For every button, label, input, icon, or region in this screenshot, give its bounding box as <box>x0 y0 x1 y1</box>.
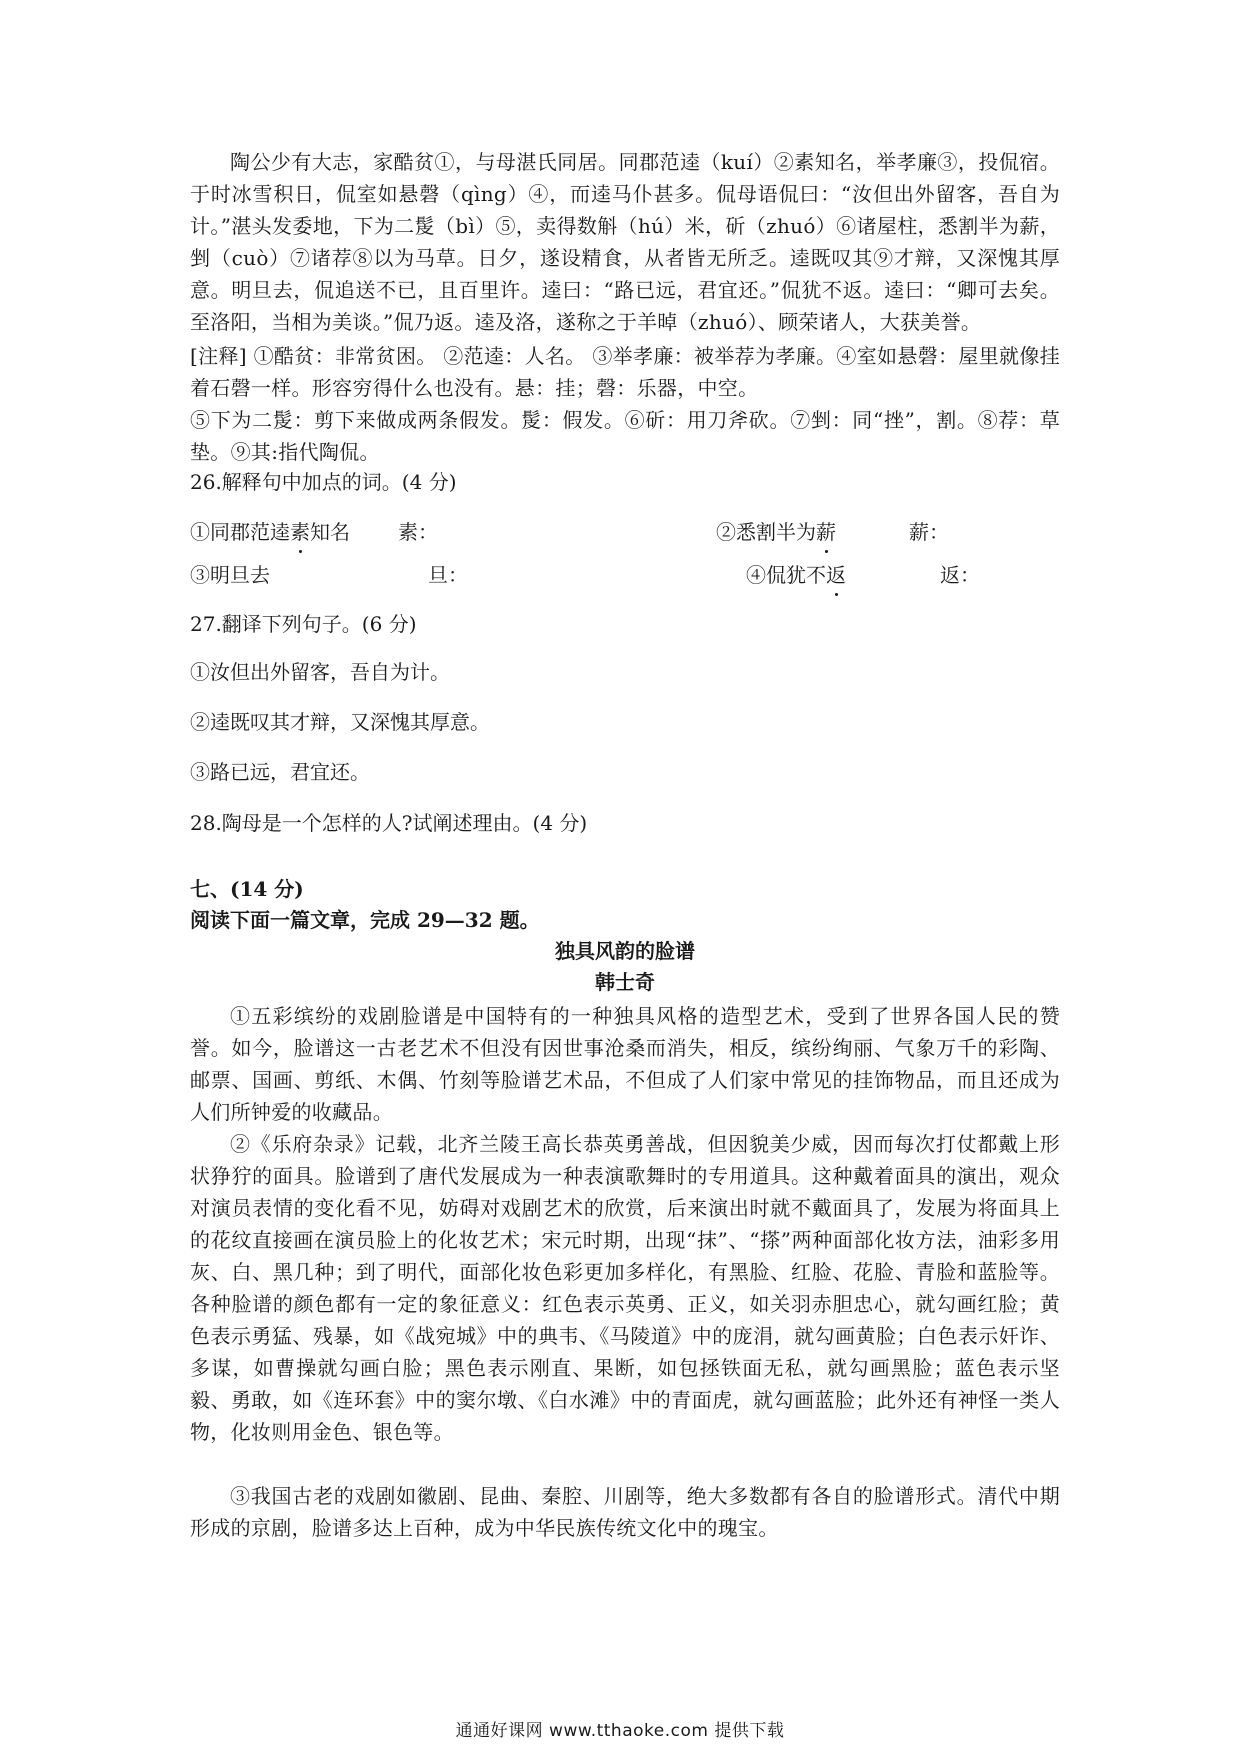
q26-item-4-dotted-word: 返 <box>826 560 846 590</box>
q26-item-1-dotted-word: 素 <box>290 517 310 547</box>
section-7-heading: 七、(14 分) <box>190 877 304 901</box>
q26-item-2-dotted-word: 薪 <box>816 517 836 547</box>
article-paragraph-2: ②《乐府杂录》记载，北齐兰陵王高长恭英勇善战，但因貌美少威，因而每次打仗都戴上形状狰狞的面具。脸谱到了唐代发展成为一种表演歌舞时的专用道具。这种戴着面具的演出，观众对演员表情的变化看不见，妨碍对戏剧艺术的欣赏，后来演出时就不戴面具了，发展为将面具上的花纹直接画在演员脸上的化妆艺术；宋元时期，出现“抹”、“搽”两种面部化妆方法，油彩多用灰、白、黑几种；到了明代，面部化妆色彩更加多样化，有黑脸、红脸、花脸、青脸和蓝脸等。各种脸谱的颜色都有一定的象征意义：红色表示英勇、正义，如关羽赤胆忠心，就勾画红脸；黄色表示勇猛、残暴，如《战宛城》中的典韦、《马陵道》中的庞涓，就勾画黄脸；白色表示奸诈、多谋，如曹操就勾画白脸；黑色表示刚直、果断，如包拯铁面无私，就勾画黑脸；蓝色表示坚毅、勇敢，如《连环套》中的窦尔墩、《白水滩》中的青面虎，就勾画蓝脸；此外还有神怪一类人物，化妆则用金色、银色等。 <box>190 1132 1060 1444</box>
section-7-instruction: 阅读下面一篇文章，完成 29—32 题。 <box>190 908 540 932</box>
q27-sentence-1: ①汝但出外留客，吾自为计。 <box>190 660 450 684</box>
q26-item-4-answer-label: 返： <box>940 563 980 587</box>
passage-notes-2: ⑤下为二髲：剪下来做成两条假发。髲：假发。⑥斫：用刀斧砍。⑦剉：同“挫”，割。⑧荐：草垫。⑨其:指代陶侃。 <box>190 408 1060 464</box>
q27-sentence-2: ②逵既叹其才辩，又深愧其厚意。 <box>190 710 490 734</box>
passage-notes-1: [注释] ①酷贫：非常贫困。 ②范逵：人名。 ③举孝廉：被举荐为孝廉。④室如悬磬：屋里就像挂着石磬一样。形容穷得什么也没有。悬：挂；磬：乐器，中空。 <box>190 344 1060 400</box>
classical-passage: 陶公少有大志，家酷贫①，与母湛氏同居。同郡范逵（kuí）②素知名，举孝廉③，投侃宿。于时冰雪积日，侃室如悬磬（qìng）④，而逵马仆甚多。侃母语侃曰：“汝但出外留客，吾自为计。”湛头发委地，下为二髲（bì）⑤，卖得数斛（hú）米，斫（zhuó）⑥诸屋柱，悉割半为薪，剉（cuò）⑦诸荐⑧以为马草。日夕，遂设精食，从者皆无所乏。逵既叹其⑨才辩，又深愧其厚意。明旦去，侃追送不已，且百里许。逵曰：“路已远，君宜还。”侃犹不返。逵曰：“卿可去矣。至洛阳，当相为美谈。”侃乃返。逵及洛，遂称之于羊晫（zhuó）、顾荣诸人，大获美誉。 <box>190 150 1060 334</box>
q26-item-1-answer-label: 素： <box>398 520 438 544</box>
q26-item-1-pre: ①同郡范逵 <box>190 520 290 544</box>
document-page <box>190 0 1060 1754</box>
q27-sentence-3: ③路已远，君宜还。 <box>190 760 370 784</box>
q26-item-1 <box>190 517 350 547</box>
q26-item-3: ③明旦去 <box>190 563 270 587</box>
question-27-title: 27.翻译下列句子。(6 分) <box>190 612 417 636</box>
question-28-title: 28.陶母是一个怎样的人?试阐述理由。(4 分) <box>190 811 588 835</box>
q26-item-2-answer-label: 薪： <box>909 520 949 544</box>
q26-item-4 <box>746 560 846 590</box>
q26-item-4-pre: ④侃犹不 <box>746 563 826 587</box>
q26-item-1-post: 知名 <box>310 520 350 544</box>
article-author: 韩士奇 <box>595 970 655 994</box>
q26-item-3-answer-label: 旦： <box>428 563 468 587</box>
article-title: 独具风韵的脸谱 <box>555 939 695 963</box>
q26-item-2-pre: ②悉割半为 <box>716 520 816 544</box>
article-paragraph-3: ③我国古老的戏剧如徽剧、昆曲、秦腔、川剧等，绝大多数都有各自的脸谱形式。清代中期形成的京剧，脸谱多达上百种，成为中华民族传统文化中的瑰宝。 <box>190 1484 1060 1540</box>
question-26-title: 26.解释句中加点的词。(4 分) <box>190 470 457 494</box>
q26-item-2 <box>716 517 836 547</box>
article-paragraph-1: ①五彩缤纷的戏剧脸谱是中国特有的一种独具风格的造型艺术，受到了世界各国人民的赞誉。如今，脸谱这一古老艺术不但没有因世事沧桑而消失，相反，缤纷绚丽、气象万千的彩陶、邮票、国画、剪纸、木偶、竹刻等脸谱艺术品，不但成了人们家中常见的挂饰物品，而且还成为人们所钟爱的收藏品。 <box>190 1004 1060 1124</box>
page-footer: 通通好课网 www.tthaoke.com 提供下载 <box>455 1721 785 1741</box>
